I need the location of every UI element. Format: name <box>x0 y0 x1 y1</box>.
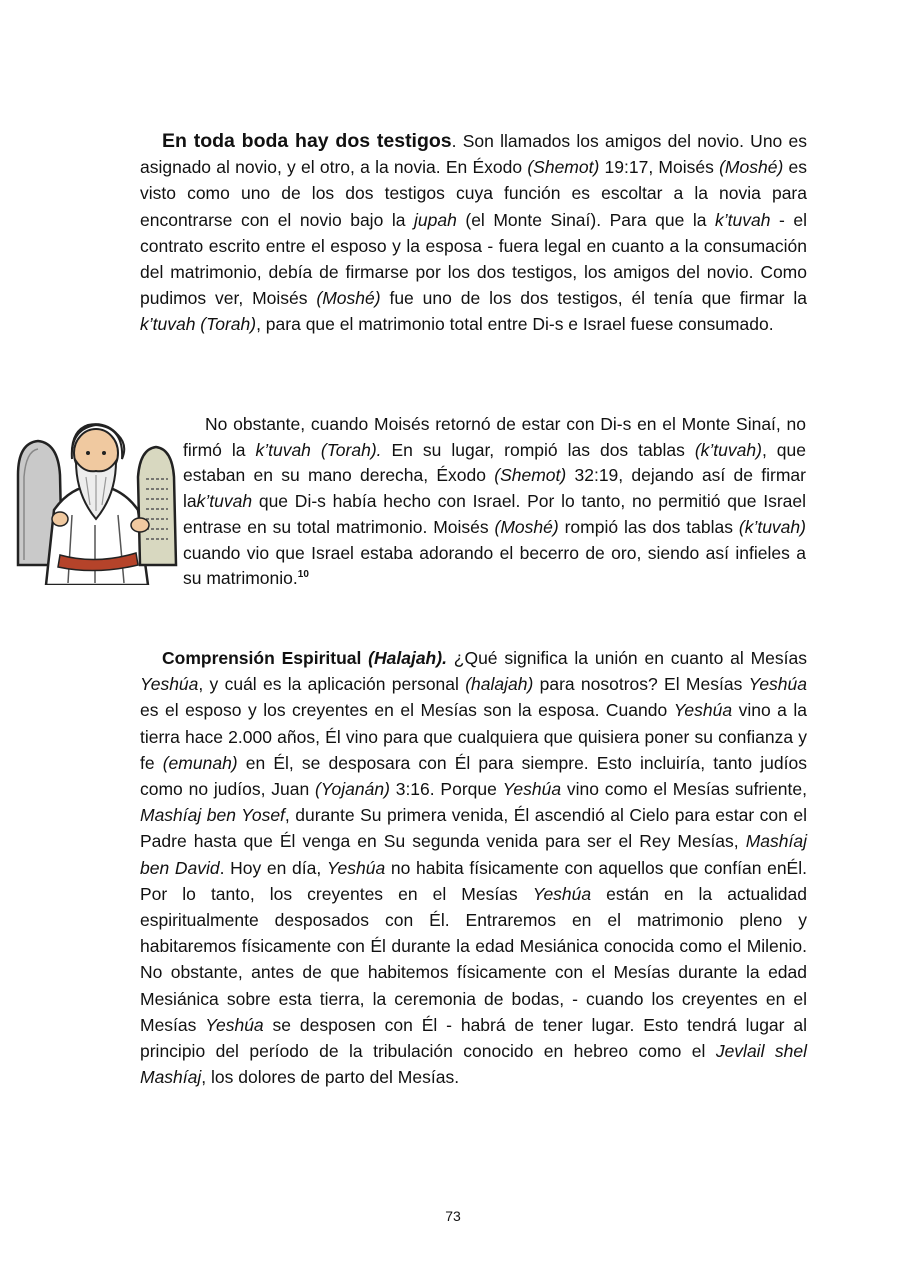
moses-with-tablets-icon <box>10 415 180 585</box>
paragraph-moses-tablets: No obstante, cuando Moisés retornó de estar con Di-s en el Monte Sinaí, no firmó la k’tuvah (Torah). En su lugar, rompió las dos tablas (k’tuvah), que estaban en su mano derecha, Éxodo (Shemot) 32:19, dejando así de firmar lak’tuvah que Di-s había hecho con Israel. Por lo tanto, no permitió que Israel entrase en su total matrimonio. Moisés (Moshé) rompió las dos tablas (k’tuvah) cuando vio que Israel estaba adorando el becerro de oro, siendo así infieles a su matrimonio.$^{10}$ <box>183 414 806 589</box>
footnote-marker[interactable]: 10 <box>297 569 309 581</box>
paragraph-two-witnesses: En toda boda hay dos testigos. Son llamados los amigos del novio. Uno es asignado al novio, y el otro, a la novia. En Éxodo (Shemot) 19:17, Moisés (Moshé) es visto como uno de los dos testigos cuya función es escoltar a la novia para encontrarse con el novio bajo la jupah (el Monte Sinaí). Para que la k’tuvah - el contrato escrito entre el esposo y la esposa - fuera legal en cuanto a la consumación del matrimonio, debía de firmarse por los dos testigos, los amigos del novio. Como pudimos ver, Moisés (Moshé) fue uno de los dos testigos, él tenía que firmar la k’tuvah (Torah), para que el matrimonio total entre Di-s e Israel fuese consumado. <box>140 130 808 335</box>
paragraph-spiritual-understanding: Comprensión Espiritual (Halajah). ¿Qué significa la unión en cuanto al Mesías Yeshúa, y cuál es la aplicación personal (halajah) para nosotros? El Mesías Yeshúa es el esposo y los creyentes en el Mesías son la esposa. Cuando Yeshúa vino a la tierra hace 2.000 años, Él vino para que cualquiera que quisiera poner su confianza y fe (emunah) en Él, se desposara con Él para siempre. Esto incluiría, tanto judíos como no judíos, Juan (Yojanán) 3:16. Porque Yeshúa vino como el Mesías sufriente, Mashíaj ben Yosef, durante Su primera venida, Él ascendió al Cielo para estar con el Padre hasta que Él venga en Su segunda venida para ser el Rey Mesías, Mashíaj ben David. Hoy en día, Yeshúa no habita físicamente con aquellos que confían enÉl. Por lo tanto, los creyentes en el Mesías Yeshúa están en la actualidad espiritualmente desposados con Él. Entraremos en el matrimonio pleno y habitaremos físicamente con Él durante la edad Mesiánica conocida como el Milenio. No obstante, antes de que habitemos físicamente con el Mesías durante la edad Mesiánica sobre esta tierra, la ceremonia de bodas, - cuando los creyentes en el Mesías Yeshúa se desposen con Él - habrá de tener lugar. Esto tendrá lugar al principio del período de la tribulación conocido en hebreo como el Jevlail shel Mashíaj, los dolores de parto del Mesías. <box>140 648 808 1088</box>
paragraph-lead: En toda boda hay dos testigos <box>162 130 452 152</box>
paragraph-lead: Comprensión Espiritual (Halajah). <box>162 648 447 668</box>
page-number: 73 <box>445 1208 461 1224</box>
